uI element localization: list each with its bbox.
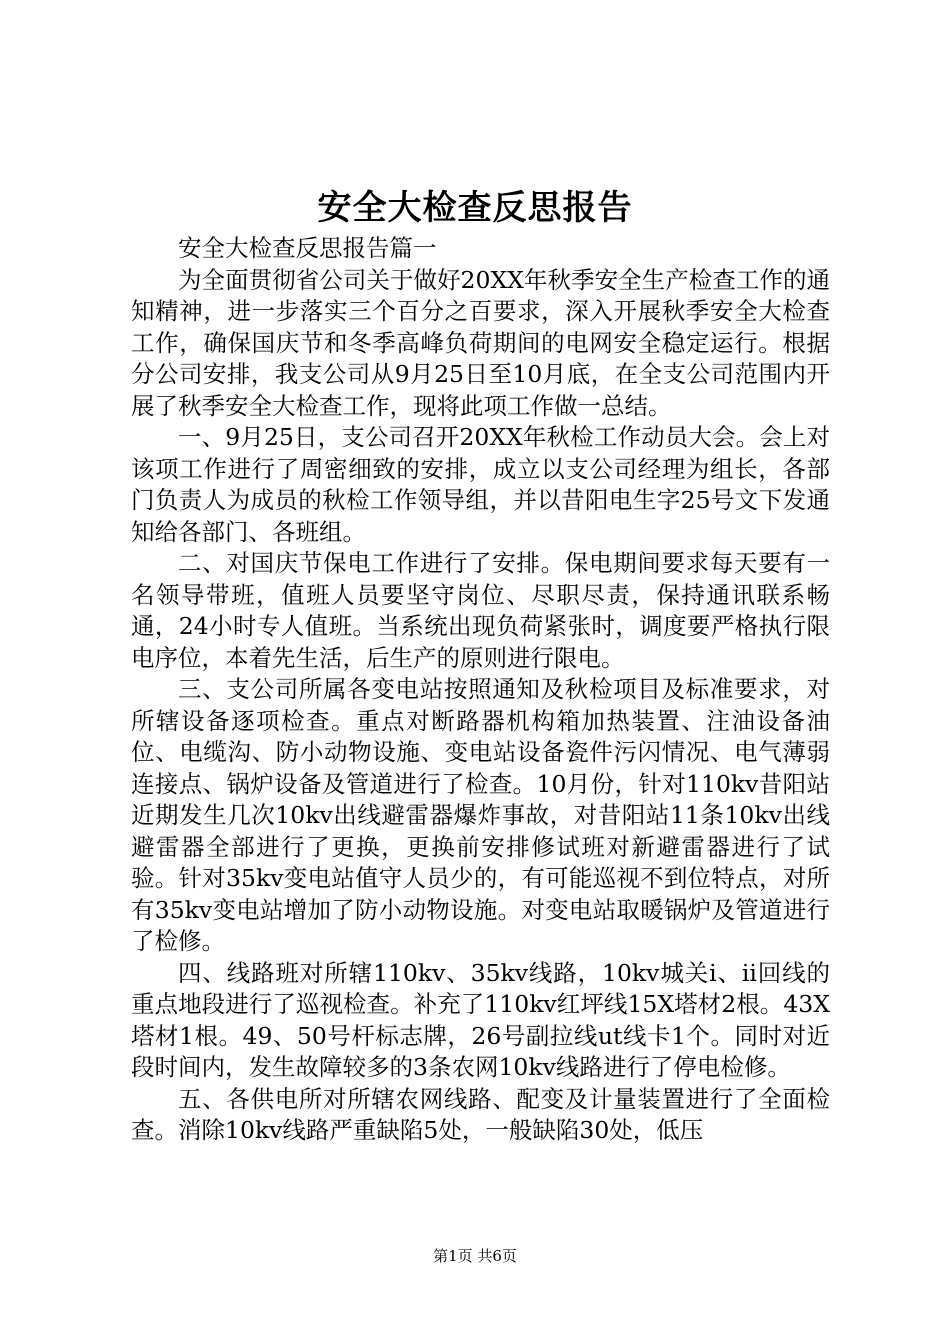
paragraph-item-3: 三、支公司所属各变电站按照通知及秋检项目及标准要求，对所辖设备逐项检查。重点对断路器机构箱加热装置、注油设备油位、电缆沟、防小动物设施、变电站设备瓷件污闪情况、电气薄弱连接点、锅炉设备及管道进行了检查。10月份，针对110kv昔阳站近期发生几次10kv出线避雷器爆炸事故，对昔阳站11条10kv出线避雷器全部进行了更换，更换前安排修试班对新避雷器进行了试验。针对35kv变电站值守人员少的，有可能巡视不到位特点，对所有35kv变电站增加了防小动物设施。对变电站取暖锅炉及管道进行了检修。: [131, 675, 830, 955]
paragraph-item-2: 二、对国庆节保电工作进行了安排。保电期间要求每天要有一名领导带班，值班人员要坚守岗位、尽职尽责，保持通讯联系畅通，24小时专人值班。当系统出现负荷紧张时，调度要严格执行限电序位，本着先生活，后生产的原则进行限电。: [131, 549, 830, 672]
paragraph-intro: 为全面贯彻省公司关于做好20XX年秋季安全生产检查工作的通知精神，进一步落实三个百分之百要求，深入开展秋季安全大检查工作，确保国庆节和冬季高峰负荷期间的电网安全稳定运行。根据分公司安排，我支公司从9月25日至10月底，在全支公司范围内开展了秋季安全大检查工作，现将此项工作做一总结。: [131, 265, 830, 420]
page-title: 安全大检查反思报告: [317, 188, 633, 228]
section-heading: 安全大检查反思报告篇一: [178, 234, 437, 262]
paragraph-item-5: 五、各供电所对所辖农网线路、配变及计量装置进行了全面检查。消除10kv线路严重缺陷5处，一般缺陷30处，低压: [131, 1084, 830, 1144]
paragraph-item-4: 四、线路班对所辖110kv、35kv线路，10kv城关i、ii回线的重点地段进行了巡视检查。补充了110kv红坪线15X塔材2根。43X塔材1根。49、50号杆标志牌，26号副拉线ut线卡1个。同时对近段时间内，发生故障较多的3条农网10kv线路进行了停电检修。: [131, 958, 830, 1081]
document-body: [131, 233, 830, 1147]
page-number-footer: 第1页 共6页: [433, 1247, 517, 1265]
paragraph-item-1: 一、9月25日，支公司召开20XX年秋检工作动员大会。会上对该项工作进行了周密细致的安排，成立以支公司经理为组长，各部门负责人为成员的秋检工作领导组，并以昔阳电生字25号文下发通知给各部门、各班组。: [131, 423, 830, 546]
